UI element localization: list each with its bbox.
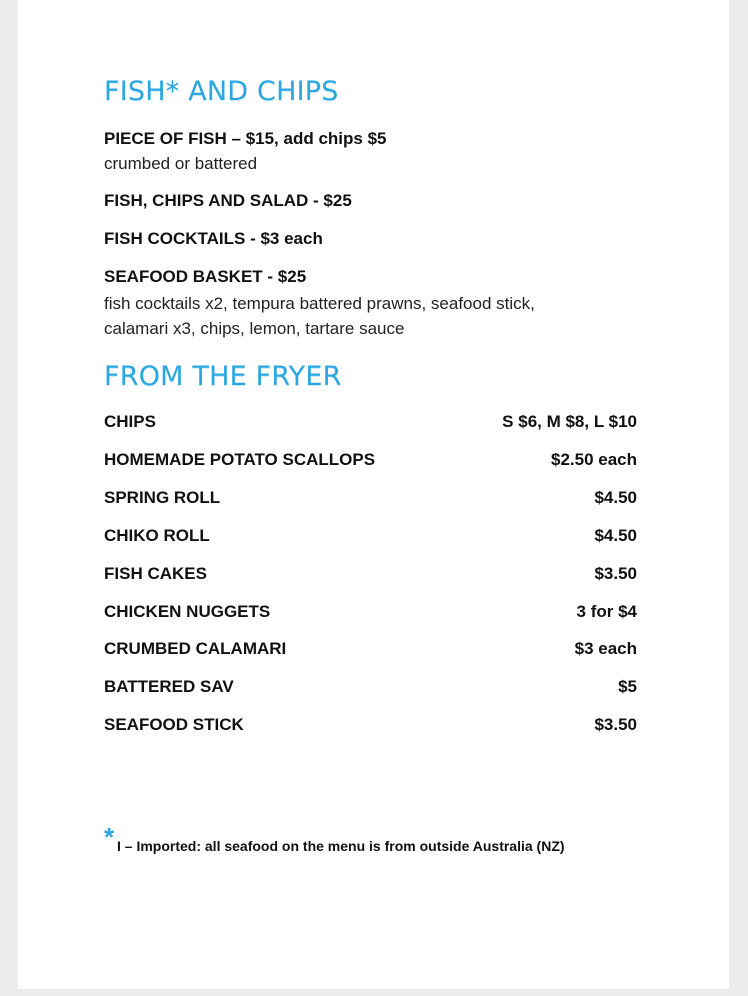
section-title-from-the-fryer: FROM THE FRYER (104, 361, 342, 392)
fryer-item-name: CHICKEN NUGGETS (104, 602, 271, 621)
fryer-item-name: BATTERED SAV (104, 677, 234, 696)
menu-item-desc-seafood-basket-line-2: calamari x3, chips, lemon, tartare sauce (104, 319, 405, 338)
fryer-row (104, 565, 637, 585)
fryer-item-price: S $6, M $8, L $10 (502, 412, 637, 431)
fryer-row (104, 603, 637, 623)
fryer-row (104, 413, 637, 433)
asterisk-icon: * (104, 822, 115, 852)
fryer-item-name: CHIKO ROLL (104, 526, 210, 545)
fryer-item-name: CHIPS (104, 412, 156, 431)
menu-item-fish-chips-salad: FISH, CHIPS AND SALAD - $25 (104, 191, 352, 210)
fryer-item-price: $4.50 (594, 526, 637, 545)
menu-page (18, 0, 729, 989)
fryer-row (104, 678, 637, 698)
fryer-item-name: SEAFOOD STICK (104, 715, 244, 734)
fryer-item-price: $5 (618, 677, 637, 696)
section-title-fish-and-chips: FISH* AND CHIPS (104, 76, 339, 107)
fryer-item-price: 3 for $4 (576, 602, 637, 621)
fryer-item-name: SPRING ROLL (104, 488, 221, 507)
fryer-item-price: $4.50 (594, 488, 637, 507)
fryer-item-price: $3.50 (594, 715, 637, 734)
menu-item-fish-cocktails: FISH COCKTAILS - $3 each (104, 229, 323, 248)
fryer-row (104, 527, 637, 547)
fryer-item-name: FISH CAKES (104, 564, 207, 583)
menu-item-seafood-basket: SEAFOOD BASKET - $25 (104, 267, 307, 286)
fryer-item-price: $2.50 each (550, 450, 637, 469)
fryer-item-price: $3.50 (594, 564, 637, 583)
fryer-item-name: HOMEMADE POTATO SCALLOPS (104, 450, 376, 469)
fryer-item-price: $3 each (574, 639, 637, 658)
fryer-row (104, 451, 637, 471)
menu-item-desc-seafood-basket-line-1: fish cocktails x2, tempura battered prawns, seafood stick, (104, 294, 535, 313)
fryer-row (104, 489, 637, 509)
fryer-row (104, 640, 637, 660)
menu-item-piece-of-fish: PIECE OF FISH – $15, add chips $5 (104, 129, 387, 148)
fryer-item-name: CRUMBED CALAMARI (104, 639, 287, 658)
menu-item-desc-piece-of-fish: crumbed or battered (104, 154, 258, 173)
fryer-row (104, 716, 637, 736)
footnote-text: I – Imported: all seafood on the menu is from outside Australia (NZ) (117, 838, 565, 854)
